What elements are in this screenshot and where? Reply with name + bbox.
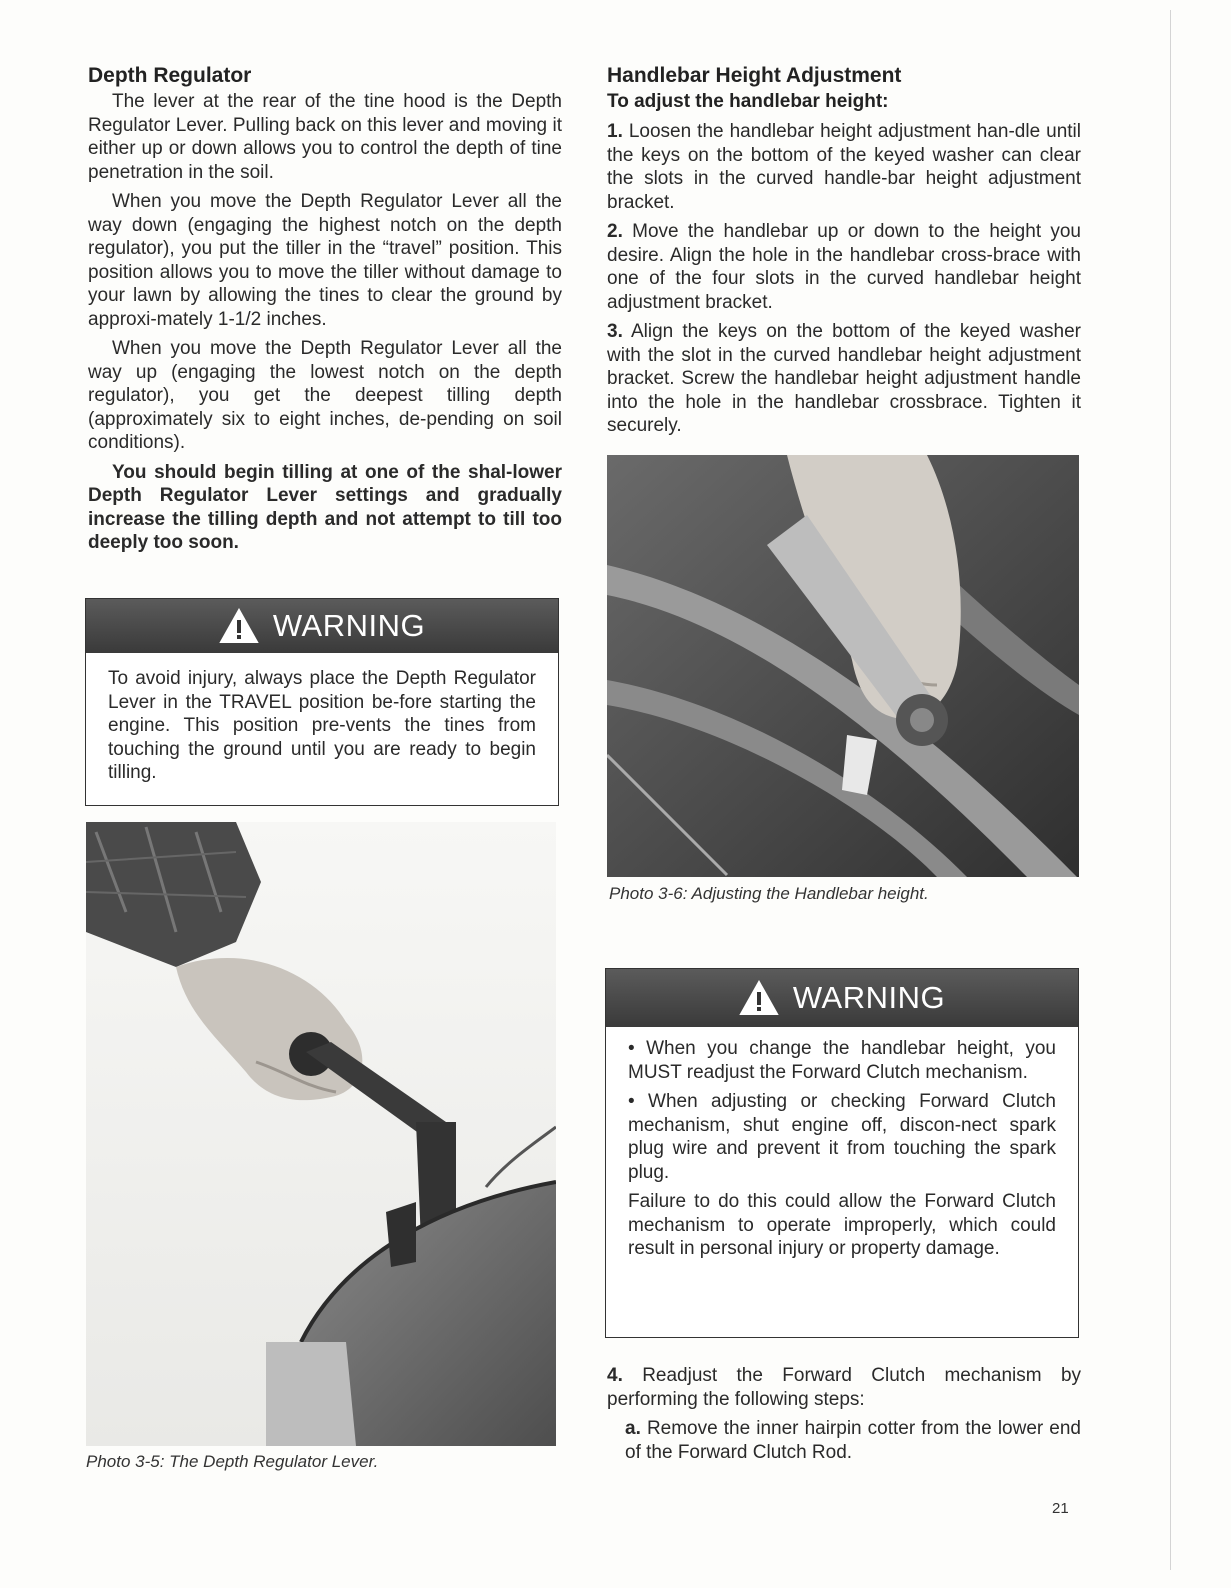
step-2 <box>607 220 1081 314</box>
depth-regulator-heading: Depth Regulator <box>88 64 252 87</box>
right-column <box>607 62 1081 438</box>
warning-clutch-consequence: Failure to do this could allow the Forward Clutch mechanism to operate improperly, which could result in personal injury or property damage. <box>628 1191 1056 1259</box>
warning-header <box>86 599 558 653</box>
photo-depth-regulator-lever <box>86 822 556 1446</box>
page-number: 21 <box>1052 1500 1069 1517</box>
warning-box-travel <box>85 598 559 806</box>
depth-regulator-paragraph-1: The lever at the rear of the tine hood is the Depth Regulator Lever. Pulling back on this lever and moving it either up or down allows you to control the depth of tine penetration in the soil. <box>88 91 562 183</box>
step-1 <box>607 120 1081 214</box>
warning-clutch-bullet-1: • When you change the handlebar height, you MUST readjust the Forward Clutch mechanism. <box>628 1038 1056 1083</box>
warning-triangle-icon <box>219 608 259 644</box>
step-2-text: Move the handlebar up or down to the height you desire. Align the hole in the handlebar cross-brace with one of the four slots in the curved handlebar height adjustment bracket. <box>607 221 1081 313</box>
step-4a-letter: a. <box>625 1418 641 1439</box>
step-4-number: 4. <box>607 1365 623 1386</box>
step-1-number: 1. <box>607 121 623 142</box>
warning-triangle-icon <box>739 980 779 1016</box>
step-2-number: 2. <box>607 221 623 242</box>
warning-header <box>606 969 1078 1027</box>
photo-handlebar-height <box>607 455 1079 877</box>
left-column <box>88 62 562 555</box>
step-1-text: Loosen the handlebar height adjustment han-dle until the keys on the bottom of the keyed washer can clear the slots in the curved handle-bar height adjustment bracket. <box>607 121 1082 213</box>
depth-regulator-paragraph-2: When you move the Depth Regulator Lever all the way down (engaging the highest notch on the depth regulator), you put the tiller in the “travel” position. This position allows you to move the tiller without damage to your lawn by allowing the tines to clear the ground by approxi-mately 1-1/2 inches. <box>88 191 562 330</box>
step-3-text: Align the keys on the bottom of the keyed washer with the slot in the curved handlebar height adjustment bracket. Screw the handlebar height adjustment handle into the hole in the handlebar crossbrace. Tighten it securely. <box>607 321 1082 436</box>
step-4-text: Readjust the Forward Clutch mechanism by performing the following steps: <box>607 1365 1082 1410</box>
photo-3-6-caption: Photo 3-6: Adjusting the Handlebar height. <box>609 884 929 903</box>
photo-3-5-caption: Photo 3-5: The Depth Regulator Lever. <box>86 1452 379 1471</box>
handlebar-height-subheading: To adjust the handlebar height: <box>607 91 889 112</box>
step-4 <box>607 1364 1081 1411</box>
warning-box-clutch <box>605 968 1079 1338</box>
warning-title: WARNING <box>272 608 426 643</box>
warning-clutch-bullet-2: • When adjusting or checking Forward Clutch mechanism, shut engine off, discon-nect spark plug wire and prevent it from touching the spark plug. <box>628 1091 1056 1183</box>
handlebar-height-heading: Handlebar Height Adjustment <box>607 64 902 87</box>
right-column-continued <box>607 1364 1081 1464</box>
warning-travel-text: To avoid injury, always place the Depth Regulator Lever in the TRAVEL position be-fore starting the engine. This position pre-vents the tines from touching the ground until you are ready to begin tilling. <box>108 668 536 783</box>
step-3 <box>607 320 1081 438</box>
depth-regulator-paragraph-3: When you move the Depth Regulator Lever all the way up (engaging the lowest notch on the depth regulator), you get the deepest tilling depth (approximately six to eight inches, de-pending on soil conditions). <box>88 338 562 453</box>
step-3-number: 3. <box>607 321 623 342</box>
page-edge-line <box>1170 10 1171 1570</box>
depth-regulator-advice: You should begin tilling at one of the shal-lower Depth Regulator Lever settings and gradually increase the tilling depth and not attempt to till too deeply too soon. <box>88 461 562 553</box>
step-4a-text: Remove the inner hairpin cotter from the lower end of the Forward Clutch Rod. <box>625 1418 1081 1463</box>
step-4a <box>607 1417 1081 1464</box>
warning-title: WARNING <box>792 980 946 1015</box>
